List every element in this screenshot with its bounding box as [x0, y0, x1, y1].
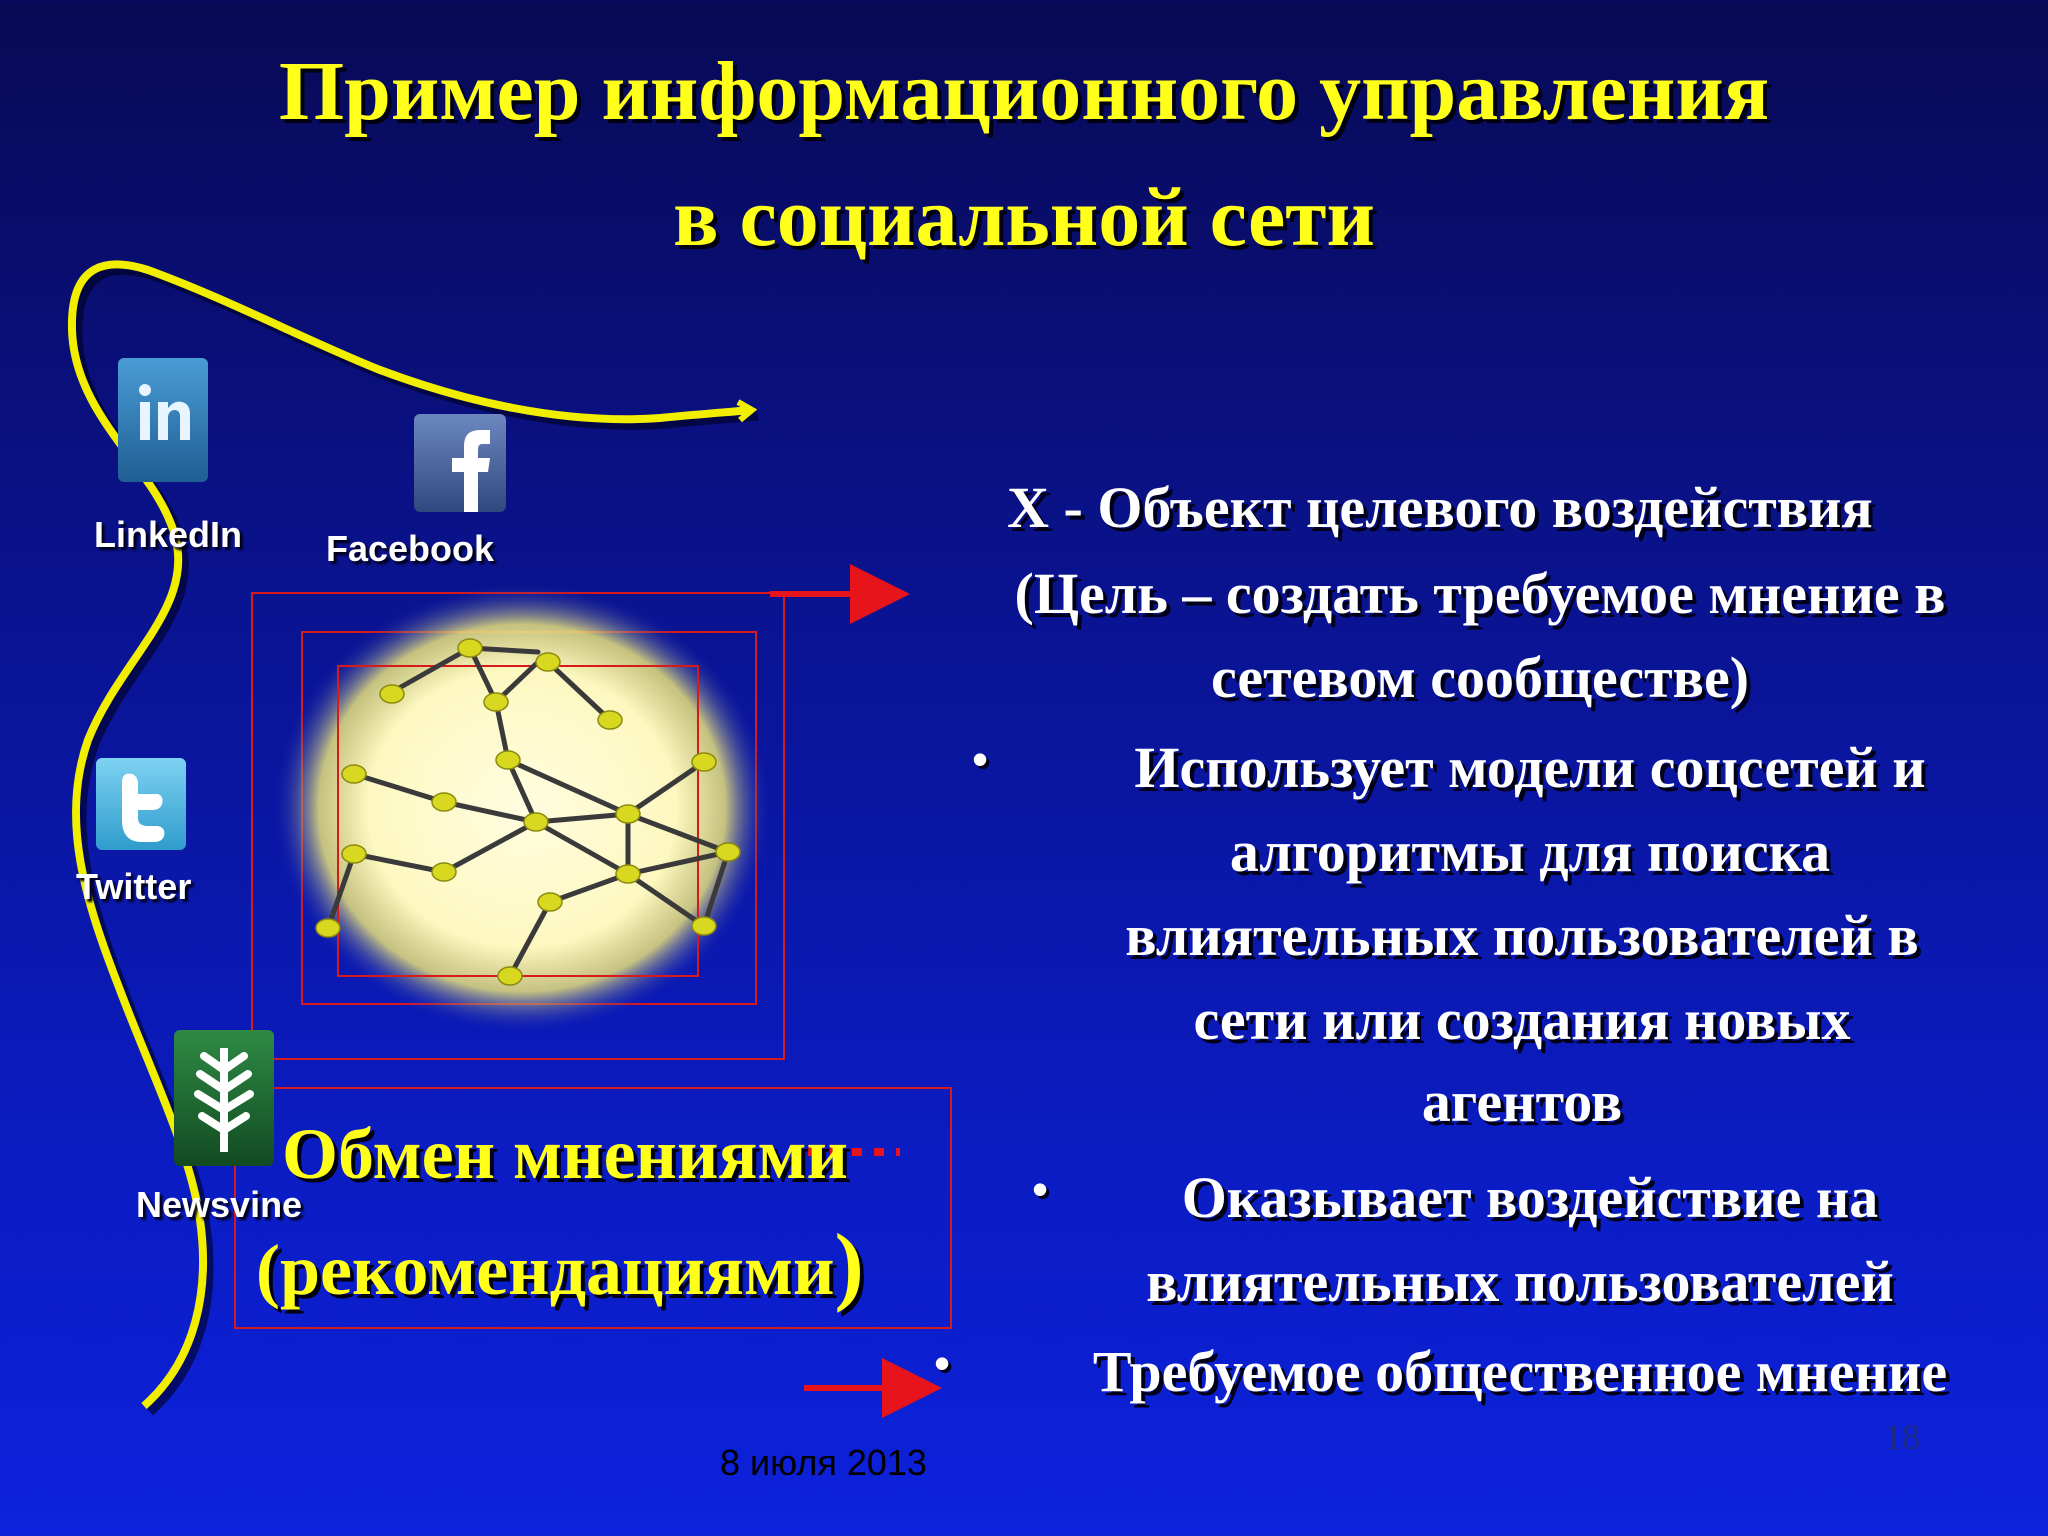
network-label-newsvine: Newsvine: [136, 1184, 303, 1225]
bullet-1-line-3: влиятельных пользователей в: [1125, 903, 1919, 968]
bullet-marker-3: •: [934, 1337, 951, 1389]
network-label-facebook: Facebook: [326, 528, 495, 569]
bullet-1-line-5: агентов: [1421, 1069, 1623, 1134]
slide-title-line-2: в социальной сети: [673, 171, 1375, 264]
page-number: 18: [1884, 1417, 1920, 1457]
exchange-line-2-text: (рекомендациями: [256, 1230, 835, 1310]
exchange-closing-paren: ): [834, 1217, 864, 1314]
slide-title-line-1: Пример информационного управления: [278, 45, 1770, 138]
target-object-line-1: X - Объект целевого воздействия: [1007, 475, 1873, 540]
exchange-line-2: [256, 1210, 864, 1326]
bullet-marker-1: •: [972, 733, 989, 785]
bullet-1-line-2: алгоритмы для поиска: [1229, 819, 1831, 884]
twitter-icon: [96, 758, 186, 850]
bullet-2-line-2: влиятельных пользователей: [1146, 1249, 1894, 1314]
bullet-2-line-1: Оказывает воздействие на: [1181, 1165, 1879, 1230]
facebook-icon: [414, 414, 506, 512]
network-label-twitter: Twitter: [76, 866, 192, 907]
linkedin-icon: [118, 358, 208, 482]
bullet-1-line-4: сети или создания новых: [1193, 987, 1851, 1052]
exchange-line-1: Обмен мнениями: [282, 1114, 848, 1194]
newsvine-icon: [174, 1030, 274, 1166]
footer-date: 8 июля 2013: [720, 1442, 927, 1483]
bullet-3-line-1: Требуемое общественное мнение: [1092, 1339, 1948, 1404]
bullet-marker-2: •: [1032, 1163, 1049, 1215]
bullet-1-line-1: Использует модели соцсетей и: [1134, 735, 1926, 800]
target-object-line-2: (Цель – создать требуемое мнение в: [1014, 561, 1946, 626]
network-label-linkedin: LinkedIn: [94, 514, 243, 555]
target-object-line-3: сетевом сообществе): [1210, 645, 1750, 710]
